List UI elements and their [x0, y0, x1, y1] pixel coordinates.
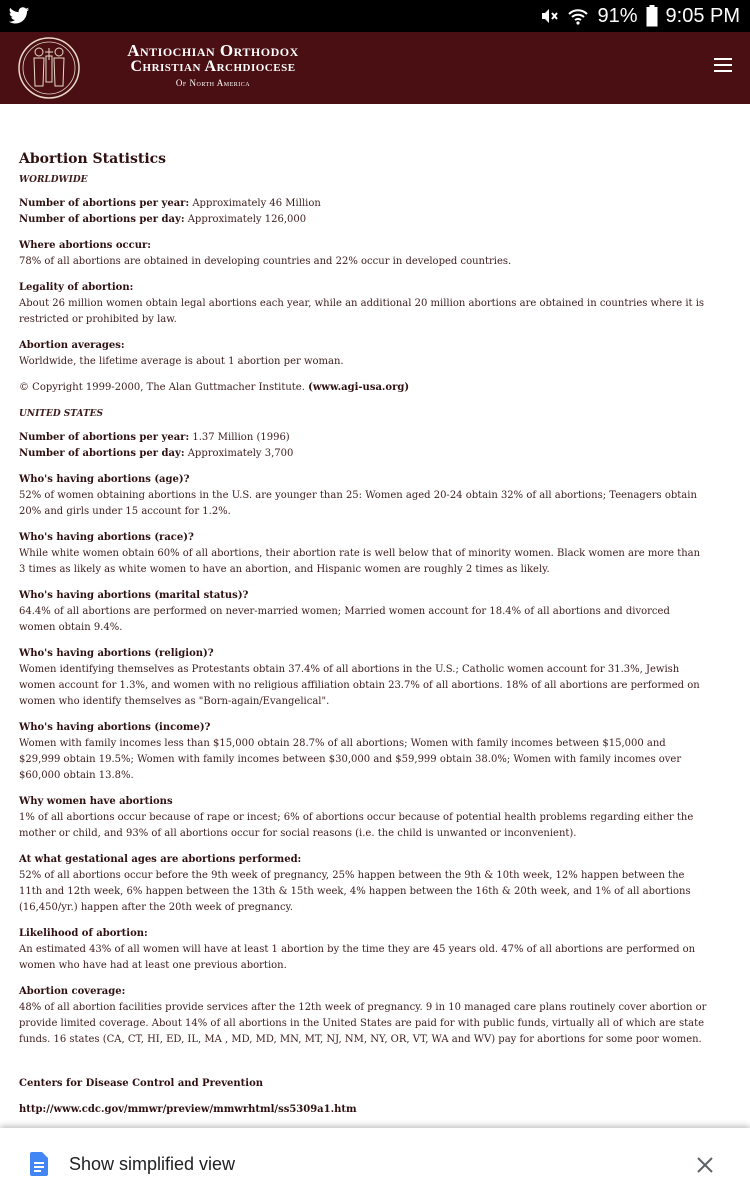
section-heading: Why women have abortions	[19, 796, 173, 807]
section-why	[19, 794, 709, 842]
site-title-line2: Christian Archdiocese	[130, 58, 296, 75]
site-header	[0, 32, 750, 104]
section-heading: Likelihood of abortion:	[19, 928, 148, 939]
us-per-year-label: Number of abortions per year:	[19, 432, 190, 443]
section-heading: Legality of abortion:	[19, 282, 134, 293]
section-body: While white women obtain 60% of all abortions, their abortion rate is well below that of minority women. Black women are more than 3 times as likely as white women to have an abortion, and Hispanic women are roughly 2 times as likely.	[19, 548, 701, 575]
worldwide-heading: WORLDWIDE	[19, 175, 88, 185]
site-title-line3: Of North America	[175, 78, 251, 88]
cdc-title: Centers for Disease Control and Prevention	[19, 1078, 264, 1089]
section-age	[19, 472, 709, 520]
section-income	[19, 720, 709, 784]
wifi-icon	[567, 6, 589, 26]
section-heading: Who's having abortions (race)?	[19, 532, 194, 543]
mute-icon	[539, 6, 559, 26]
battery-icon	[646, 5, 658, 27]
section-heading: Abortion coverage:	[19, 986, 126, 997]
worldwide-per-day-value: Approximately 126,000	[184, 214, 307, 225]
section-gestational	[19, 852, 709, 916]
section-heading: Who's having abortions (income)?	[19, 722, 211, 733]
us-heading: UNITED STATES	[19, 409, 104, 419]
section-heading: Where abortions occur:	[19, 240, 151, 251]
twitter-icon	[8, 5, 30, 27]
agi-link[interactable]: (www.agi-usa.org)	[308, 382, 410, 393]
section-body: An estimated 43% of all women will have at least 1 abortion by the time they are 45 years old. 47% of all abortions are performed on women who have had at least one previous abortion.	[19, 944, 696, 971]
site-title[interactable]	[98, 42, 328, 88]
worldwide-per-day	[19, 212, 709, 228]
section-where	[19, 238, 709, 270]
section-body: 1% of all abortions occur because of rape or incest; 6% of abortions occur because of potential health problems regarding either the mother or child, and 93% of all abortions occur for social reasons (i.e. the child is unwanted or inconvenient).	[19, 812, 694, 839]
us-per-day-label: Number of abortions per day:	[19, 448, 185, 459]
archdiocese-logo-icon[interactable]	[10, 36, 88, 100]
section-body: About 26 million women obtain legal abortions each year, while an additional 20 million abortions are obtained in countries where it is restricted or prohibited by law.	[19, 298, 705, 325]
section-heading: Who's having abortions (religion)?	[19, 648, 214, 659]
clock: 9:05 PM	[665, 4, 740, 27]
document-icon	[30, 1152, 48, 1176]
section-race	[19, 530, 709, 578]
us-per-day-value: Approximately 3,700	[184, 448, 294, 459]
section-body: Women with family incomes less than $15,000 obtain 28.7% of all abortions; Women with family incomes between $15,000 and $29,999 obtain 19.5%; Women with family incomes between $30,000 and $59,999 obtain 38.0%; Women with family incomes over $60,000 obtain 13.8%.	[19, 738, 682, 781]
section-body: 52% of women obtaining abortions in the U.S. are younger than 25: Women aged 20-24 obtain 32% of all abortions; Teenagers obtain 20% and girls under 15 account for 1.2%.	[19, 490, 697, 517]
section-heading: At what gestational ages are abortions performed:	[19, 854, 302, 865]
worldwide-per-year	[19, 196, 709, 212]
site-title-line1: Antiochian Orthodox	[127, 41, 299, 60]
section-averages	[19, 338, 709, 370]
cdc-link[interactable]: http://www.cdc.gov/mmwr/preview/mmwrhtml/ss5309a1.htm	[19, 1104, 357, 1115]
section-heading: Who's having abortions (marital status)?	[19, 590, 249, 601]
section-heading: Abortion averages:	[19, 340, 125, 351]
section-heading: Who's having abortions (age)?	[19, 474, 190, 485]
section-body: Worldwide, the lifetime average is about 1 abortion per woman.	[19, 356, 344, 367]
section-legality	[19, 280, 709, 328]
section-body: Women identifying themselves as Protestants obtain 37.4% of all abortions in the U.S.; Catholic women account for 31.3%, Jewish women account for 1.3%, and women with no religious affiliation obtain 23.7% of all abortions. 18% of all abortions are performed on women who identify themselves as "Born-again/Evangelical".	[19, 664, 700, 707]
worldwide-per-year-label: Number of abortions per year:	[19, 198, 190, 209]
simplified-view-bar	[0, 1128, 750, 1200]
worldwide-per-year-value: Approximately 46 Million	[189, 198, 321, 209]
worldwide-per-day-label: Number of abortions per day:	[19, 214, 185, 225]
section-coverage	[19, 984, 709, 1048]
article	[19, 150, 709, 1118]
section-body: 52% of all abortions occur before the 9th week of pregnancy, 25% happen between the 9th & 10th week, 12% happen between the 11th and 12th week, 6% happen between the 13th & 15th week, 4% happen between the 16th & 20th week, and 1% of all abortions (16,450/yr.) happen after the 20th week of pregnancy.	[19, 870, 691, 913]
copyright-line	[19, 380, 709, 396]
us-per-year-value: 1.37 Million (1996)	[189, 432, 290, 443]
us-per-day	[19, 446, 709, 462]
copyright-text: © Copyright 1999-2000, The Alan Guttmacher Institute.	[19, 382, 309, 393]
section-body: 64.4% of all abortions are performed on never-married women; Married women account for 18.4% of all abortions and divorced women obtain 9.4%.	[19, 606, 670, 633]
status-bar	[0, 0, 750, 32]
show-simplified-view-button[interactable]: Show simplified view	[69, 1154, 236, 1174]
section-marital	[19, 588, 709, 636]
close-icon[interactable]	[696, 1156, 714, 1174]
us-per-year	[19, 430, 709, 446]
section-likelihood	[19, 926, 709, 974]
section-body: 48% of all abortion facilities provide services after the 12th week of pregnancy. 9 in 10 managed care plans routinely cover abortion or provide limited coverage. About 14% of all abortions in the United States are paid for with public funds, virtually all of which are state funds. 16 states (CA, CT, HI, ED, IL, MA , MD, MD, MN, MT, NJ, NM, NY, OR, VT, WA and WV) pay for abortions for some poor women.	[19, 1002, 707, 1045]
section-religion	[19, 646, 709, 710]
battery-level: 91%	[597, 4, 638, 27]
hamburger-icon[interactable]	[714, 58, 732, 72]
section-body: 78% of all abortions are obtained in developing countries and 22% occur in developed countries.	[19, 256, 512, 267]
page-title: Abortion Statistics	[19, 151, 167, 167]
